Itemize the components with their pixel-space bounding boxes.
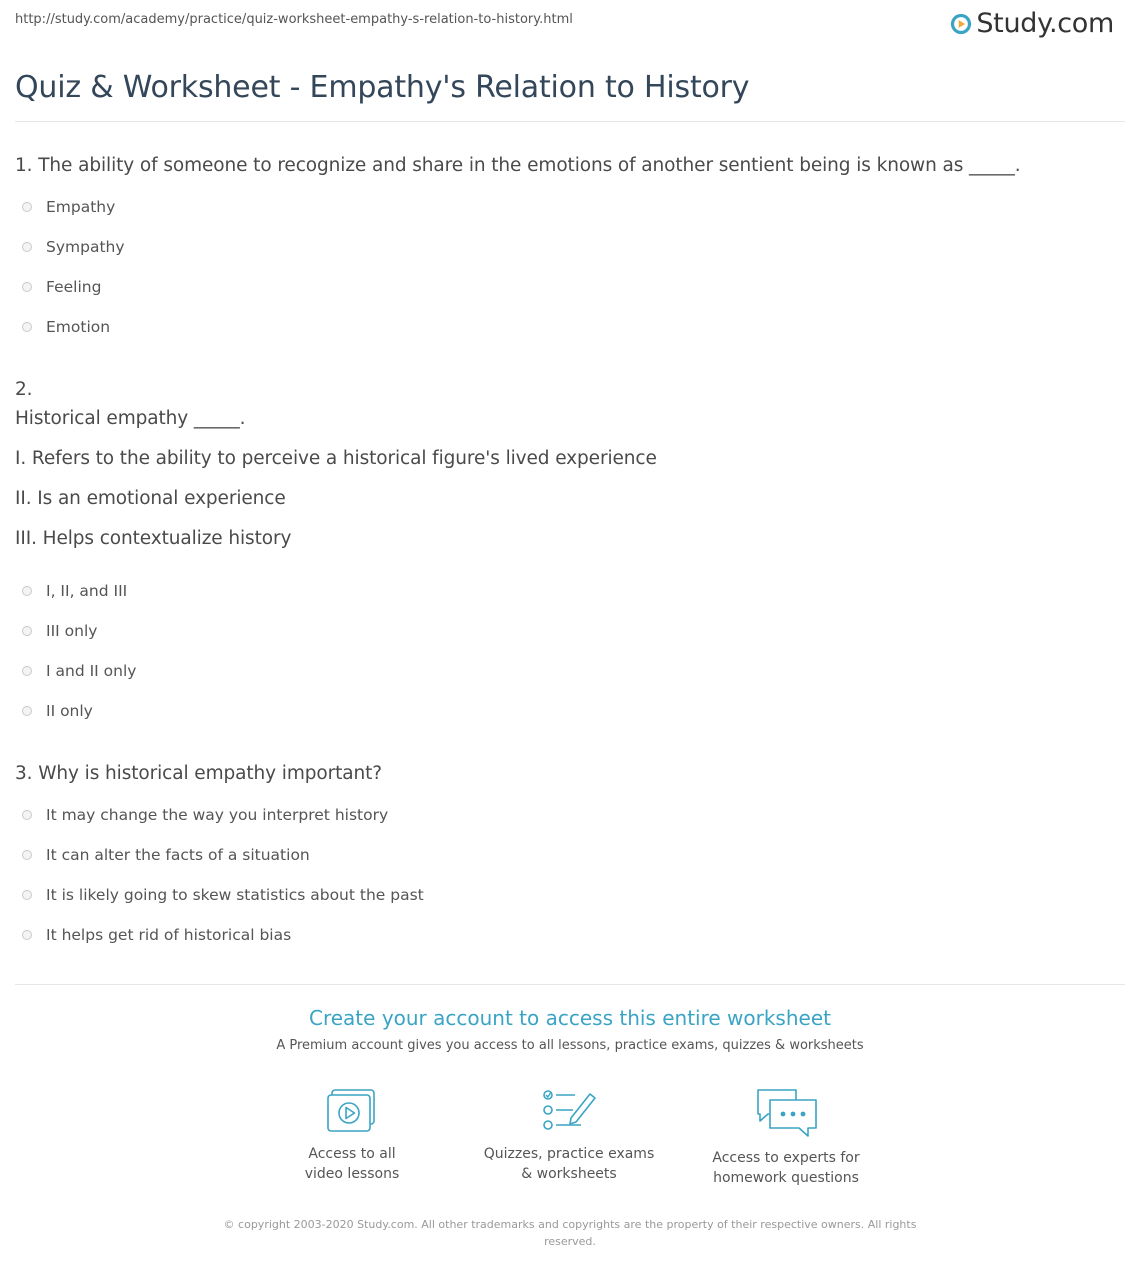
logo-text: Study.com <box>976 8 1114 39</box>
feature-line-1: Access to experts for <box>712 1150 860 1166</box>
radio-button[interactable] <box>22 810 32 820</box>
question-3-option-2[interactable] <box>22 846 310 864</box>
quiz-checklist-icon <box>541 1088 597 1134</box>
create-account-link[interactable]: Create your account to access this entire worksheet <box>309 1006 831 1030</box>
divider <box>15 984 1125 985</box>
option-label: Sympathy <box>46 238 125 256</box>
radio-button[interactable] <box>22 202 32 212</box>
option-label: III only <box>46 622 98 640</box>
option-label: Empathy <box>46 198 116 216</box>
question-2-option-4[interactable] <box>22 702 93 720</box>
radio-button[interactable] <box>22 930 32 940</box>
question-2-statement-3: III. Helps contextualize history <box>15 528 292 549</box>
question-1-option-2[interactable] <box>22 238 125 256</box>
top-bar <box>0 0 1140 50</box>
question-2-statement-2: II. Is an emotional experience <box>15 488 286 509</box>
radio-button[interactable] <box>22 890 32 900</box>
page-url[interactable]: http://study.com/academy/practice/quiz-worksheet-empathy-s-relation-to-history.html <box>15 12 573 27</box>
feature-quizzes <box>469 1088 669 1184</box>
question-2-prompt: Historical empathy _____. <box>15 408 246 429</box>
option-label: II only <box>46 702 93 720</box>
question-2-number: 2. <box>15 379 33 400</box>
feature-video-lessons <box>252 1088 452 1184</box>
question-2-statement-1: I. Refers to the ability to perceive a historical figure's lived experience <box>15 448 657 469</box>
divider <box>15 121 1125 122</box>
option-label: It helps get rid of historical bias <box>46 926 292 944</box>
question-3-option-1[interactable] <box>22 806 388 824</box>
question-1-text: 1. The ability of someone to recognize and share in the emotions of another sentient being is known as _____. <box>15 155 1021 176</box>
feature-experts <box>686 1088 886 1188</box>
feature-line-2: video lessons <box>304 1166 400 1182</box>
radio-button[interactable] <box>22 322 32 332</box>
option-label: It can alter the facts of a situation <box>46 846 310 864</box>
feature-line-1: Quizzes, practice exams <box>483 1146 655 1162</box>
radio-button[interactable] <box>22 282 32 292</box>
question-1-option-4[interactable] <box>22 318 110 336</box>
option-label: Emotion <box>46 318 111 336</box>
premium-description: A Premium account gives you access to all lessons, practice exams, quizzes & worksheets <box>276 1038 864 1053</box>
question-3-option-3[interactable] <box>22 886 424 904</box>
option-label: I and II only <box>46 662 137 680</box>
video-lessons-icon <box>326 1088 378 1134</box>
question-2-option-3[interactable] <box>22 662 136 680</box>
option-label: It is likely going to skew statistics about the past <box>46 886 424 904</box>
feature-line-1: Access to all <box>308 1146 396 1162</box>
question-3-option-4[interactable] <box>22 926 291 944</box>
radio-button[interactable] <box>22 706 32 716</box>
radio-button[interactable] <box>22 666 32 676</box>
question-1-option-1[interactable] <box>22 198 115 216</box>
chat-bubbles-icon <box>754 1088 818 1138</box>
play-logo-icon <box>950 13 972 35</box>
question-3-text: 3. Why is historical empathy important? <box>15 763 382 784</box>
page-title: Quiz & Worksheet - Empathy's Relation to History <box>15 70 750 105</box>
copyright-notice: © copyright 2003-2020 Study.com. All other trademarks and copyrights are the property of their respective owners. All rights reserved. <box>223 1218 917 1248</box>
question-2-option-2[interactable] <box>22 622 97 640</box>
radio-button[interactable] <box>22 626 32 636</box>
question-2-option-1[interactable] <box>22 582 127 600</box>
radio-button[interactable] <box>22 586 32 596</box>
option-label: It may change the way you interpret history <box>46 806 389 824</box>
option-label: Feeling <box>46 278 102 296</box>
feature-line-2: homework questions <box>713 1170 859 1186</box>
radio-button[interactable] <box>22 242 32 252</box>
radio-button[interactable] <box>22 850 32 860</box>
feature-line-2: & worksheets <box>521 1166 617 1182</box>
study-logo[interactable] <box>950 8 1114 39</box>
option-label: I, II, and III <box>46 582 128 600</box>
question-1-option-3[interactable] <box>22 278 101 296</box>
